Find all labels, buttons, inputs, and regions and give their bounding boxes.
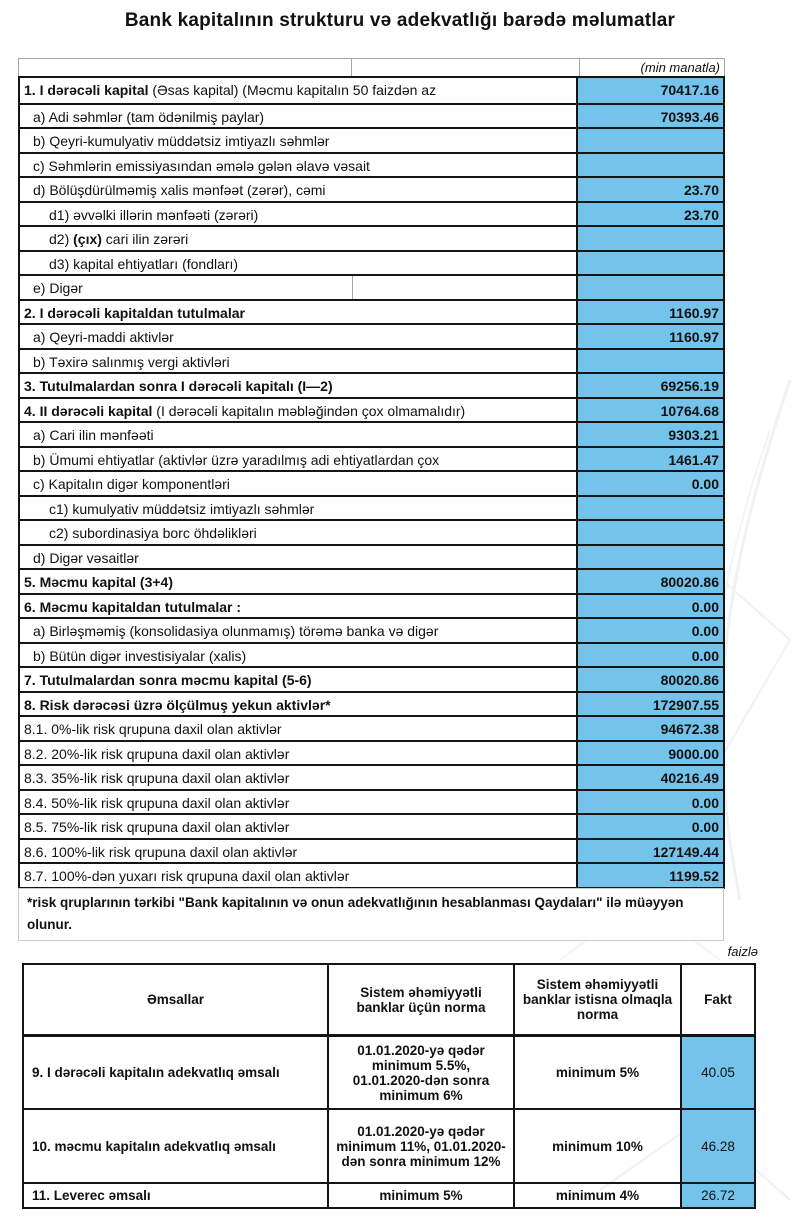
table-row — [20, 176, 723, 201]
value-cell — [576, 350, 723, 373]
row-label: 8.7. 100%-dən yuxarı risk qrupuna daxil olan aktivlər — [24, 868, 350, 884]
table-row — [20, 348, 723, 373]
header-norm-other: Sistem əhəmiyyətli banklar istisna olmaqla norma — [513, 965, 680, 1034]
row-label: 6. Məcmu kapitaldan tutulmalar : — [24, 598, 242, 615]
table-row — [20, 642, 723, 667]
table-row — [20, 421, 723, 446]
norm-systemic-cell: 01.01.2020-yə qədər minimum 5.5%, 01.01.2020-dən sonra minimum 6% — [327, 1037, 513, 1108]
ratio-label: 9. I dərəcəli kapitalın adekvatlıq əmsalı — [32, 1065, 280, 1080]
row-label: e) Digər — [33, 280, 83, 296]
value-cell: 80020.86 — [576, 668, 723, 691]
value-cell: 1199.52 — [576, 864, 723, 887]
row-label: 8.1. 0%-lik risk qrupuna daxil olan aktivlər — [24, 721, 282, 737]
ratio-table-row — [24, 1108, 754, 1182]
table-row — [20, 544, 723, 569]
row-label: d2) (çıx) cari ilin zərəri — [49, 231, 189, 247]
value-cell: 1461.47 — [576, 448, 723, 471]
row-label: b) Qeyri-kumulyativ müddətsiz imtiyazlı səhmlər — [33, 133, 330, 149]
row-label: a) Birləşməmiş (konsolidasiya olunmamış) törəmə banka və digər — [33, 623, 439, 639]
row-label: d) Digər vəsaitlər — [33, 549, 139, 566]
table-row — [20, 593, 723, 618]
page-title: Bank kapitalının strukturu və adekvatlığı barədə məlumatlar — [124, 10, 676, 31]
table-row — [20, 470, 723, 495]
norm-other-cell: minimum 5% — [513, 1037, 680, 1108]
percent-unit-note: faizlə — [727, 944, 758, 959]
value-cell: 0.00 — [576, 619, 723, 642]
value-cell — [576, 227, 723, 250]
row-label: 8. Risk dərəcəsi üzrə ölçülmuş yekun aktivlər* — [24, 696, 331, 713]
table-row — [20, 789, 723, 814]
row-label: b) Ümumi ehtiyatlar (aktivlər üzrə yaradılmış adi ehtiyatlardan çox — [33, 451, 440, 468]
value-cell: 0.00 — [576, 472, 723, 495]
header-fact: Fakt — [680, 965, 754, 1034]
table-row — [20, 764, 723, 789]
ratio-table — [22, 963, 756, 1209]
ratio-table-row — [24, 1182, 754, 1207]
fact-value: 46.28 — [682, 1110, 754, 1182]
row-label: c2) subordinasiya borc öhdəlikləri — [49, 525, 257, 541]
row-label: b) Bütün digər investisiyalar (xalis) — [33, 647, 247, 664]
value-cell: 9000.00 — [576, 742, 723, 765]
value-cell: 10764.68 — [576, 399, 723, 422]
value-cell: 70417.16 — [576, 78, 723, 103]
table-row — [20, 299, 723, 324]
table-row — [20, 323, 723, 348]
ratio-table-row — [24, 1035, 754, 1108]
fact-value: 40.05 — [682, 1037, 754, 1108]
row-label: 4. II dərəcəli kapital (I dərəcəli kapitalın məbləğindən çox olmamalıdır) — [24, 402, 466, 419]
table-row — [20, 715, 723, 740]
value-cell — [576, 129, 723, 152]
row-label: 8.3. 35%-lik risk qrupuna daxil olan aktivlər — [24, 770, 290, 786]
ratio-table-header-row — [24, 965, 754, 1035]
table-row — [20, 617, 723, 642]
value-cell: 0.00 — [576, 644, 723, 667]
header-divider — [579, 59, 580, 76]
fact-value: 26.72 — [682, 1184, 754, 1207]
ratio-label: 10. məcmu kapitalın adekvatlıq əmsalı — [32, 1138, 276, 1154]
table-row — [20, 568, 723, 593]
value-cell: 80020.86 — [576, 570, 723, 593]
value-cell: 23.70 — [576, 178, 723, 201]
row-label: d) Bölüşdürülməmiş xalis mənfəət (zərər), cəmi — [33, 182, 326, 198]
table-row — [20, 397, 723, 422]
value-cell: 94672.38 — [576, 717, 723, 740]
value-cell: 70393.46 — [576, 105, 723, 128]
table-row — [20, 740, 723, 765]
norm-other-cell: minimum 10% — [513, 1110, 680, 1182]
table-row — [20, 838, 723, 863]
row-label: d1) əvvəlki illərin mənfəəti (zərəri) — [49, 206, 259, 223]
table-row — [20, 813, 723, 838]
row-label: 5. Məcmu kapital (3+4) — [24, 574, 174, 590]
value-cell — [576, 154, 723, 177]
value-cell: 69256.19 — [576, 374, 723, 397]
value-cell: 172907.55 — [576, 693, 723, 716]
table-row — [20, 225, 723, 250]
row-label: c) Səhmlərin emissiyasından əmələ gələn əlavə vəsait — [33, 157, 370, 174]
value-cell — [576, 546, 723, 569]
table-row — [20, 666, 723, 691]
row-label: 7. Tutulmalardan sonra məcmu kapital (5-6) — [24, 672, 312, 688]
table-row — [20, 201, 723, 226]
row-label: c1) kumulyativ müddətsiz imtiyazlı səhmlər — [49, 500, 315, 517]
main-table-body — [18, 76, 725, 889]
value-cell — [576, 252, 723, 275]
header-coefficients: Əmsallar — [146, 992, 205, 1007]
row-label: 8.4. 50%-lik risk qrupuna daxil olan aktivlər — [24, 794, 290, 811]
table-row — [20, 446, 723, 471]
norm-systemic-cell: 01.01.2020-yə qədər minimum 11%, 01.01.2020-dən sonra minimum 12% — [327, 1110, 513, 1182]
value-cell: 1160.97 — [576, 325, 723, 348]
fact-cell-wrap — [680, 1037, 754, 1108]
header-divider — [351, 59, 352, 76]
table-row — [20, 274, 723, 299]
row-label: a) Adi səhmlər (tam ödənilmiş paylar) — [33, 108, 265, 125]
fact-cell-wrap — [680, 1184, 754, 1207]
value-cell — [576, 497, 723, 520]
table-row — [20, 691, 723, 716]
value-cell: 9303.21 — [576, 423, 723, 446]
value-cell: 0.00 — [576, 595, 723, 618]
ratio-label: 11. Leverec əmsalı — [32, 1188, 151, 1203]
row-label: d3) kapital ehtiyatları (fondları) — [49, 255, 239, 272]
table-row — [20, 519, 723, 544]
row-label: 8.6. 100%-lik risk qrupuna daxil olan aktivlər — [24, 843, 298, 860]
value-cell: 0.00 — [576, 791, 723, 814]
row-label: b) Təxirə salınmış vergi aktivləri — [33, 353, 230, 370]
value-cell: 1160.97 — [576, 301, 723, 324]
norm-other-cell: minimum 4% — [513, 1184, 680, 1207]
row-label: c) Kapitalın digər komponentləri — [33, 476, 230, 492]
fact-cell-wrap — [680, 1110, 754, 1182]
row-label: a) Qeyri-maddi aktivlər — [33, 329, 174, 345]
row-label: 8.2. 20%-lik risk qrupuna daxil olan aktivlər — [24, 745, 290, 762]
table-row — [20, 127, 723, 152]
norm-systemic-cell: minimum 5% — [327, 1184, 513, 1207]
main-table-header — [18, 58, 725, 76]
header-norm-systemic: Sistem əhəmiyyətli banklar üçün norma — [327, 965, 513, 1034]
table-row — [20, 862, 723, 887]
table-row — [20, 152, 723, 177]
row-label: 2. I dərəcəli kapitaldan tutulmalar — [24, 304, 245, 321]
table-row — [20, 250, 723, 275]
value-cell: 40216.49 — [576, 766, 723, 789]
table-row — [20, 78, 723, 103]
row-label: 3. Tutulmalardan sonra I dərəcəli kapitalı (I—2) — [24, 378, 333, 394]
value-cell: 23.70 — [576, 203, 723, 226]
value-cell: 127149.44 — [576, 840, 723, 863]
row-label: a) Cari ilin mənfəəti — [33, 427, 154, 443]
table-row — [20, 495, 723, 520]
value-cell — [576, 276, 723, 299]
value-cell: 0.00 — [576, 815, 723, 838]
footnote: *risk qruplarının tərkibi "Bank kapitalının və onun adekvatlığının hesablanması Qaydaları" ilə müəyyən olunur. — [18, 888, 724, 941]
value-cell — [576, 521, 723, 544]
row-label: 8.5. 75%-lik risk qrupuna daxil olan aktivlər — [24, 819, 290, 835]
row-label: 1. I dərəcəli kapital (Əsas kapital) (Məcmu kapitalın 50 faizdən az — [24, 82, 437, 98]
unit-note: (min manatla) — [640, 60, 720, 75]
table-row — [20, 103, 723, 128]
table-row — [20, 372, 723, 397]
